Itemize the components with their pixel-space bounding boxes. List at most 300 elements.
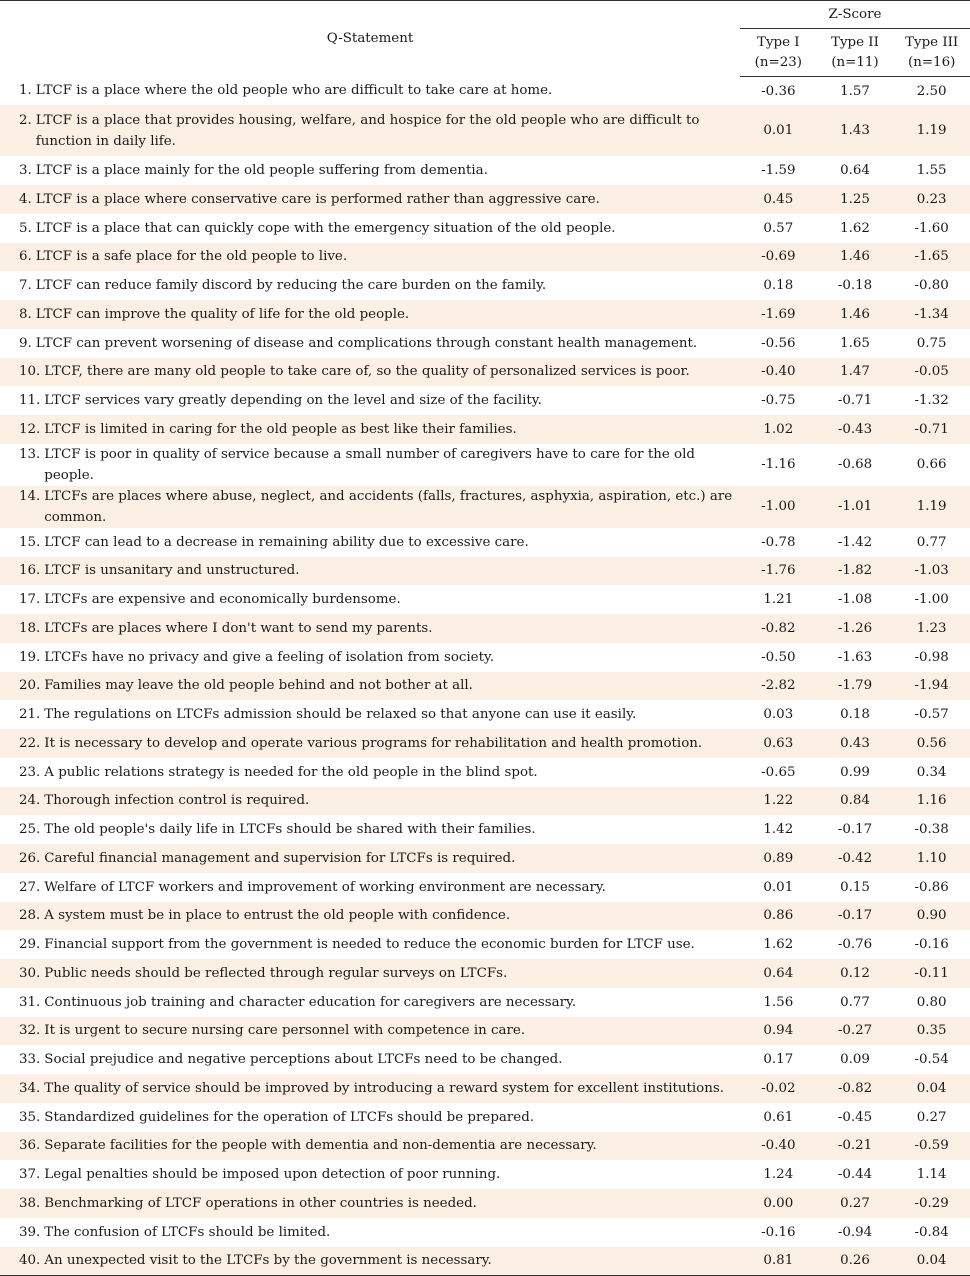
- statement-cell: [0, 1074, 740, 1103]
- z-score-type-1: -0.40: [761, 364, 796, 380]
- statement-text: The regulations on LTCFs admission should be relaxed so that anyone can use it easily.: [44, 707, 637, 723]
- z-score-type-1: -0.50: [761, 649, 796, 665]
- z-score-type-3: -0.54: [914, 1052, 949, 1068]
- z-score-type-3: -1.94: [914, 678, 949, 694]
- statement-text: LTCF services vary greatly depending on the level and size of the facility.: [44, 393, 542, 409]
- table-row: [0, 271, 970, 300]
- statement-text: The old people's daily life in LTCFs should be shared with their families.: [44, 822, 536, 838]
- z-score-type-1: -0.40: [761, 1138, 796, 1154]
- z-score-type-3: 1.19: [916, 499, 947, 515]
- z-score-type-3: -1.03: [914, 563, 949, 579]
- statement: [19, 1107, 734, 1128]
- z-score-type-2: 1.57: [840, 83, 870, 99]
- statement-cell: [0, 444, 740, 486]
- z-score-type-3: -1.32: [914, 393, 949, 409]
- z-score-type-1: -0.02: [761, 1080, 796, 1096]
- statement-number: 36.: [19, 1138, 41, 1154]
- statement-cell: [0, 557, 740, 586]
- z-score-type-1: 0.61: [763, 1109, 794, 1125]
- z-score-type-3: -1.60: [914, 220, 949, 236]
- statement-number: 17.: [19, 592, 41, 608]
- z-score-type-2: -1.42: [837, 534, 873, 550]
- statement: [19, 877, 734, 898]
- statement-text: Thorough infection control is required.: [44, 793, 310, 809]
- statement-text: A system must be in place to entrust the old people with confidence.: [44, 908, 511, 924]
- z-score-type-1: 0.03: [763, 707, 794, 723]
- z-score-type-1: 0.18: [763, 278, 794, 294]
- z-score-type-3: 1.19: [916, 123, 947, 139]
- z-score-type-1: 0.81: [763, 1253, 794, 1269]
- z-score-type-3: 0.27: [916, 1109, 947, 1125]
- z-score-type-2: 0.99: [840, 764, 870, 780]
- statement-number: 19.: [19, 649, 41, 665]
- statement-number: 14.: [19, 488, 41, 504]
- table-row: [0, 486, 970, 528]
- z-score-type-1: -1.00: [761, 499, 796, 515]
- statement-cell: [0, 700, 740, 729]
- statement-cell: [0, 415, 740, 444]
- table-row: [0, 528, 970, 557]
- statement-cell: [0, 1132, 740, 1161]
- z-score-type-2: -0.94: [837, 1224, 873, 1240]
- z-score-type-3: -0.05: [914, 364, 949, 380]
- statement: [19, 390, 734, 411]
- table-row: [0, 386, 970, 415]
- z-score-type-2: -0.17: [837, 908, 873, 924]
- z-score-type-3: -0.86: [914, 879, 949, 895]
- statement-text: Social prejudice and negative perceptions about LTCFs need to be changed.: [44, 1052, 563, 1068]
- statement-text: LTCF can improve the quality of life for the old people.: [35, 306, 410, 322]
- z-score-type-3: -1.65: [914, 249, 949, 265]
- z-score-type-3: -0.29: [914, 1195, 949, 1211]
- table-row: [0, 815, 970, 844]
- z-score-type-3: -0.80: [914, 278, 949, 294]
- z-score-type-1: 0.64: [763, 965, 794, 981]
- statement-cell: [0, 1045, 740, 1074]
- table-row: [0, 873, 970, 902]
- z-score-type-2: -1.26: [837, 620, 873, 636]
- statement: [19, 486, 734, 528]
- statement: [19, 444, 734, 486]
- z-score-type-1: 1.56: [763, 994, 794, 1010]
- statement-number: 32.: [19, 1023, 41, 1039]
- statement-cell: [0, 300, 740, 329]
- z-score-type-2: 0.43: [840, 735, 870, 751]
- statement: [19, 218, 734, 239]
- z-score-type-2: 0.15: [840, 879, 870, 895]
- z-score-type-1: 1.21: [763, 592, 794, 608]
- z-score-type-1: 1.42: [763, 822, 794, 838]
- statement-number: 12.: [19, 421, 41, 437]
- statement-number: 11.: [19, 393, 41, 409]
- z-score-type-2: 0.26: [840, 1253, 870, 1269]
- statement-text: It is urgent to secure nursing care personnel with competence in care.: [44, 1023, 526, 1039]
- statement-cell: [0, 1218, 740, 1247]
- statement-text: Public needs should be reflected through regular surveys on LTCFs.: [44, 965, 508, 981]
- statement-number: 5.: [19, 220, 32, 236]
- z-score-type-3: -0.11: [914, 965, 949, 981]
- statement-number: 29.: [19, 937, 41, 953]
- statement-text: LTCFs are places where abuse, neglect, and accidents (falls, fractures, asphyxia, aspiration, etc.) are common.: [44, 488, 733, 525]
- statement: [19, 618, 734, 639]
- statement-number: 39.: [19, 1224, 41, 1240]
- statement-cell: [0, 844, 740, 873]
- z-score-type-1: 1.24: [763, 1167, 794, 1183]
- statement-text: Careful financial management and supervision for LTCFs is required.: [44, 850, 516, 866]
- statement: [19, 647, 734, 668]
- statement-text: Financial support from the government is needed to reduce the economic burden for LTCF use.: [44, 937, 695, 953]
- z-score-type-2: -0.42: [837, 850, 873, 866]
- z-score-type-1: -0.56: [761, 335, 796, 351]
- z-score-type-2: -1.79: [837, 678, 873, 694]
- statement-text: LTCFs are places where I don't want to send my parents.: [44, 620, 433, 636]
- table-row: [0, 358, 970, 387]
- statement-cell: [0, 358, 740, 387]
- statement-text: Welfare of LTCF workers and improvement of working environment are necessary.: [44, 879, 606, 895]
- z-score-type-3: 2.50: [916, 83, 947, 99]
- statement: [19, 905, 734, 926]
- statement: [19, 532, 734, 553]
- z-score-type-2: -0.44: [837, 1167, 873, 1183]
- statement: [19, 80, 734, 101]
- table-row: [0, 1074, 970, 1103]
- statement: [19, 160, 734, 181]
- type-3-header: [893, 29, 970, 77]
- table-row: [0, 1160, 970, 1189]
- statement-text: It is necessary to develop and operate various programs for rehabilitation and health promotion.: [44, 735, 703, 751]
- statement-cell: [0, 1103, 740, 1132]
- z-score-type-3: 0.90: [916, 908, 947, 924]
- table-row: [0, 1017, 970, 1046]
- table-row: [0, 214, 970, 243]
- table-row: [0, 614, 970, 643]
- z-score-type-2: -0.43: [837, 421, 873, 437]
- z-score-type-1: -1.16: [761, 457, 796, 473]
- z-score-type-2: 0.09: [840, 1052, 870, 1068]
- statement-number: 37.: [19, 1167, 41, 1183]
- z-score-type-2: -0.18: [837, 278, 873, 294]
- z-score-type-3: 0.66: [916, 457, 947, 473]
- statement-text: LTCF is a safe place for the old people to live.: [35, 249, 348, 265]
- z-score-type-1: -0.82: [761, 620, 796, 636]
- z-score-type-2: -0.82: [837, 1080, 873, 1096]
- z-score-type-3: 0.56: [916, 735, 947, 751]
- statement: [19, 992, 734, 1013]
- z-score-type-1: -1.59: [761, 163, 796, 179]
- statement-text: LTCF, there are many old people to take care of, so the quality of personalized services is poor.: [44, 364, 690, 380]
- table-row: [0, 844, 970, 873]
- statement-cell: [0, 729, 740, 758]
- statement-number: 26.: [19, 850, 41, 866]
- z-score-type-2: -1.01: [837, 499, 873, 515]
- table-row: [0, 729, 970, 758]
- z-score-type-3: 1.55: [916, 163, 947, 179]
- z-score-type-3: 0.35: [916, 1023, 947, 1039]
- statement: [19, 333, 734, 354]
- statement-text: LTCF is limited in caring for the old people as best like their families.: [44, 421, 517, 437]
- statement: [19, 275, 734, 296]
- statement: [19, 733, 734, 754]
- table-row: [0, 902, 970, 931]
- statement-number: 9.: [19, 335, 32, 351]
- statement-text: Families may leave the old people behind and not bother at all.: [44, 678, 473, 694]
- statement-text: LTCF is a place that provides housing, welfare, and hospice for the old people who are difficult to function in daily life.: [35, 112, 700, 149]
- z-score-type-3: 0.04: [916, 1253, 947, 1269]
- table-row: [0, 643, 970, 672]
- type-name: Type I: [757, 34, 800, 50]
- statement-text: LTCFs have no privacy and give a feeling of isolation from society.: [44, 649, 495, 665]
- statement: [19, 963, 734, 984]
- z-score-type-3: 0.75: [916, 335, 947, 351]
- statement-cell: [0, 528, 740, 557]
- z-score-type-2: -0.17: [837, 822, 873, 838]
- z-score-type-1: 0.17: [763, 1052, 794, 1068]
- statement-number: 8.: [19, 306, 32, 322]
- z-score-type-3: 0.23: [916, 191, 947, 207]
- z-score-type-3: -0.38: [914, 822, 949, 838]
- statement: [19, 848, 734, 869]
- statement-number: 3.: [19, 163, 32, 179]
- statement-number: 34.: [19, 1080, 41, 1096]
- statement-number: 15.: [19, 534, 41, 550]
- statement: [19, 304, 734, 325]
- statement: [19, 560, 734, 581]
- table-row: [0, 930, 970, 959]
- table-header: [0, 1, 970, 77]
- statement-text: Standardized guidelines for the operation of LTCFs should be prepared.: [44, 1109, 535, 1125]
- z-score-type-3: -1.00: [914, 592, 949, 608]
- table-row: [0, 300, 970, 329]
- type-2-header: [817, 29, 894, 77]
- statement-number: 24.: [19, 793, 41, 809]
- table-row: [0, 1189, 970, 1218]
- z-score-type-1: -2.82: [761, 678, 796, 694]
- statement-number: 10.: [19, 364, 41, 380]
- statement: [19, 1078, 734, 1099]
- z-score-type-2: 0.12: [840, 965, 870, 981]
- z-score-type-2: -0.27: [837, 1023, 873, 1039]
- statement-text: LTCF is a place mainly for the old people suffering from dementia.: [35, 163, 488, 179]
- statement-text: Benchmarking of LTCF operations in other countries is needed.: [44, 1195, 477, 1211]
- type-n: (n=16): [907, 54, 956, 70]
- table-row: [0, 1045, 970, 1074]
- statement: [19, 110, 734, 152]
- table-row: [0, 329, 970, 358]
- statement: [19, 1222, 734, 1243]
- z-score-type-1: 0.00: [763, 1195, 794, 1211]
- table-row: [0, 1218, 970, 1247]
- z-score-type-2: -0.45: [837, 1109, 873, 1125]
- z-score-type-3: -0.98: [914, 649, 949, 665]
- statement: [19, 1135, 734, 1156]
- statement-cell: [0, 1017, 740, 1046]
- statement-number: 7.: [19, 278, 32, 294]
- statement-text: LTCFs are expensive and economically burdensome.: [44, 592, 401, 608]
- z-score-type-1: 1.22: [763, 793, 794, 809]
- statement-cell: [0, 486, 740, 528]
- z-score-type-3: 1.10: [916, 850, 947, 866]
- statement-text: LTCF is a place that can quickly cope with the emergency situation of the old people.: [35, 220, 616, 236]
- statement: [19, 1250, 734, 1271]
- statement-cell: [0, 271, 740, 300]
- statement-number: 13.: [19, 446, 41, 462]
- statement-cell: [0, 1160, 740, 1189]
- statement-cell: [0, 77, 740, 106]
- statement: [19, 246, 734, 267]
- z-score-type-2: 1.46: [840, 306, 870, 322]
- z-score-type-1: 0.45: [763, 191, 794, 207]
- z-score-type-1: -0.78: [761, 534, 796, 550]
- statement: [19, 790, 734, 811]
- z-score-type-2: 1.25: [840, 191, 870, 207]
- statement-number: 18.: [19, 620, 41, 636]
- statement: [19, 419, 734, 440]
- type-1-header: [740, 29, 817, 77]
- statement-number: 40.: [19, 1253, 41, 1269]
- statement-cell: [0, 902, 740, 931]
- statement-text: LTCF is a place where the old people who are difficult to take care at home.: [35, 83, 553, 99]
- table-row: [0, 959, 970, 988]
- z-score-type-3: -0.59: [914, 1138, 949, 1154]
- table-row: [0, 700, 970, 729]
- z-score-type-2: 0.18: [840, 707, 870, 723]
- statement-number: 4.: [19, 191, 32, 207]
- z-score-type-2: -0.76: [837, 937, 873, 953]
- z-score-type-3: -0.84: [914, 1224, 949, 1240]
- table-row: [0, 243, 970, 272]
- statement: [19, 189, 734, 210]
- statement-text: Legal penalties should be imposed upon detection of poor running.: [44, 1167, 501, 1183]
- z-score-type-1: 0.63: [763, 735, 794, 751]
- z-score-type-1: 1.02: [763, 421, 794, 437]
- statement: [19, 361, 734, 382]
- statement-cell: [0, 386, 740, 415]
- table-row: [0, 1103, 970, 1132]
- z-score-type-1: -0.36: [761, 83, 796, 99]
- table-row: [0, 557, 970, 586]
- table-row: [0, 185, 970, 214]
- z-score-type-3: 1.16: [916, 793, 947, 809]
- statement-number: 21.: [19, 707, 41, 723]
- z-score-type-1: 0.01: [763, 879, 794, 895]
- z-score-type-2: -1.82: [837, 563, 873, 579]
- z-score-type-1: 1.62: [763, 937, 794, 953]
- z-score-type-1: 0.01: [763, 123, 794, 139]
- z-score-type-1: 0.86: [763, 908, 794, 924]
- table-row: [0, 415, 970, 444]
- z-score-type-3: 0.04: [916, 1080, 947, 1096]
- statement-cell: [0, 930, 740, 959]
- statement-text: LTCF can reduce family discord by reducing the care burden on the family.: [35, 278, 547, 294]
- statement-text: The confusion of LTCFs should be limited.: [44, 1224, 331, 1240]
- z-score-type-1: -0.16: [761, 1224, 796, 1240]
- statement-number: 38.: [19, 1195, 41, 1211]
- statement-number: 35.: [19, 1109, 41, 1125]
- statement-cell: [0, 873, 740, 902]
- type-name: Type II: [831, 34, 879, 50]
- statement: [19, 819, 734, 840]
- z-score-type-3: 1.23: [916, 620, 947, 636]
- table-row: [0, 988, 970, 1017]
- z-score-type-3: 0.80: [916, 994, 947, 1010]
- statement-text: An unexpected visit to the LTCFs by the government is necessary.: [44, 1253, 492, 1269]
- z-score-type-1: -0.69: [761, 249, 796, 265]
- statement: [19, 1020, 734, 1041]
- statement-cell: [0, 585, 740, 614]
- statement-text: LTCF is unsanitary and unstructured.: [44, 563, 300, 579]
- table-row: [0, 787, 970, 816]
- z-score-type-1: 0.89: [763, 850, 794, 866]
- statement-text: LTCF can prevent worsening of disease and complications through constant health management.: [35, 335, 698, 351]
- statement: [19, 1049, 734, 1070]
- statement-text: LTCF is poor in quality of service because a small number of caregivers have to care for the old people.: [44, 446, 695, 483]
- table-row: [0, 758, 970, 787]
- z-score-type-2: 0.84: [840, 793, 870, 809]
- z-score-type-3: 0.34: [916, 764, 947, 780]
- table-row: [0, 105, 970, 156]
- statement-cell: [0, 185, 740, 214]
- statement-number: 16.: [19, 563, 41, 579]
- statement-number: 31.: [19, 994, 41, 1010]
- statement-cell: [0, 614, 740, 643]
- statement-text: The quality of service should be improved by introducing a reward system for excellent institutions.: [44, 1080, 724, 1096]
- z-score-type-2: 0.27: [840, 1195, 870, 1211]
- statement-cell: [0, 672, 740, 701]
- table-row: [0, 156, 970, 185]
- statement-cell: [0, 988, 740, 1017]
- statement-number: 20.: [19, 678, 41, 694]
- statement-text: Separate facilities for the people with dementia and non-dementia are necessary.: [44, 1138, 597, 1154]
- statement-number: 27.: [19, 879, 41, 895]
- z-score-type-2: -0.71: [837, 393, 873, 409]
- statement-number: 2.: [19, 112, 32, 128]
- statement-text: A public relations strategy is needed for the old people in the blind spot.: [44, 764, 538, 780]
- statement-number: 25.: [19, 822, 41, 838]
- type-n: (n=23): [754, 54, 802, 70]
- statement-number: 33.: [19, 1052, 41, 1068]
- table-row: [0, 585, 970, 614]
- table-row: [0, 444, 970, 486]
- z-score-type-2: -1.63: [837, 649, 873, 665]
- statement-number: 23.: [19, 764, 41, 780]
- z-score-type-2: 1.65: [840, 335, 870, 351]
- statement-text: LTCF is a place where conservative care is performed rather than aggressive care.: [35, 191, 600, 207]
- z-score-type-1: -1.76: [761, 563, 796, 579]
- statement-cell: [0, 214, 740, 243]
- statement-cell: [0, 643, 740, 672]
- statement-number: 28.: [19, 908, 41, 924]
- z-score-type-2: -1.08: [837, 592, 873, 608]
- statement-text: LTCF can lead to a decrease in remaining ability due to excessive care.: [44, 534, 529, 550]
- z-score-type-1: 0.94: [763, 1023, 794, 1039]
- statement-text: Continuous job training and character education for caregivers are necessary.: [44, 994, 577, 1010]
- statement: [19, 704, 734, 725]
- statement-cell: [0, 243, 740, 272]
- table-row: [0, 672, 970, 701]
- z-score-type-1: 0.57: [763, 220, 794, 236]
- statement: [19, 1193, 734, 1214]
- z-score-type-2: 1.43: [840, 123, 870, 139]
- z-score-type-3: -0.57: [914, 707, 949, 723]
- z-score-type-2: 1.47: [840, 364, 870, 380]
- statement-cell: [0, 156, 740, 185]
- z-score-type-2: -0.21: [837, 1138, 873, 1154]
- statement: [19, 934, 734, 955]
- statement-cell: [0, 329, 740, 358]
- statement-cell: [0, 105, 740, 156]
- statement-number: 6.: [19, 249, 32, 265]
- statement-cell: [0, 1189, 740, 1218]
